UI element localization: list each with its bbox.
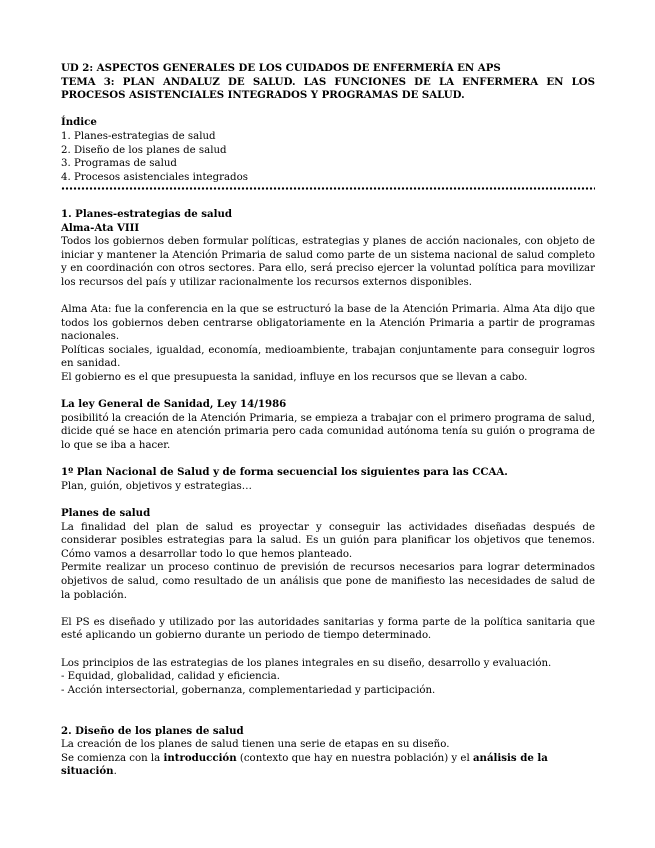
paragraph: posibilitó la creación de la Atención Primaria, se empieza a trabajar con el primero programa de salud, dicide qué se hace en atención primaria pero cada comunidad autónoma tenía su guión o programa de lo que se iba a hacer. bbox=[61, 412, 595, 452]
paragraph: La creación de los planes de salud tienen una serie de etapas en su diseño. bbox=[61, 739, 450, 751]
paragraph bbox=[61, 752, 595, 779]
section-title: 2. Diseño de los planes de salud bbox=[61, 724, 244, 737]
text-run: (contexto que hay en nuestra población) y el bbox=[236, 752, 473, 764]
emphasis: análisis de la situación bbox=[61, 751, 548, 778]
list-item: - Equidad, globalidad, calidad y eficiencia. bbox=[61, 671, 280, 683]
text-run: Se comienza con la bbox=[61, 752, 164, 764]
paragraph: Políticas sociales, igualdad, economía, medioambiente, trabajan conjuntamente para conseguir logros en sanidad. bbox=[61, 344, 595, 370]
unit-title: UD 2: ASPECTOS GENERALES DE LOS CUIDADOS DE ENFERMERÍA EN APS bbox=[61, 62, 501, 74]
subheading: La ley General de Sanidad, Ley 14/1986 bbox=[61, 398, 287, 411]
subheading: Alma-Ata VIII bbox=[61, 221, 140, 234]
index-item: 1. Planes-estrategias de salud bbox=[61, 130, 216, 142]
paragraph: La finalidad del plan de salud es proyectar y conseguir las actividades diseñadas después de considerar posibles estrategias para la salud. Es un guión para planificar los objetivos que tenemos. Cómo vamos a desarrollar todo lo que hemos planteado. bbox=[61, 521, 595, 560]
topic-title: TEMA 3: PLAN ANDALUZ DE SALUD. LAS FUNCIONES DE LA ENFERMERA EN LOS PROCESOS ASISTENCIALES INTEGRADOS Y PROGRAMAS DE SALUD. bbox=[61, 75, 595, 102]
dotted-divider bbox=[61, 187, 595, 190]
paragraph: El gobierno es el que presupuesta la sanidad, influye en los recursos que se llevan a cabo. bbox=[61, 372, 528, 384]
paragraph: Permite realizar un proceso continuo de previsión de recursos necesarios para lograr determinados objetivos de salud, como resultado de un análisis que pone de manifiesto las necesidades de salud de la población. bbox=[61, 562, 595, 601]
paragraph: Alma Ata: fue la conferencia en la que se estructuró la base de la Atención Primaria. Alma Ata dijo que todos los gobiernos deben centrarse obligatoriamente en la Atención Primaria a partir de programas nacionales. bbox=[61, 304, 595, 343]
paragraph: Los principios de las estrategias de los planes integrales en su diseño, desarrollo y evaluación. bbox=[61, 657, 552, 669]
index-title: Índice bbox=[61, 116, 97, 129]
text-run: . bbox=[113, 766, 117, 778]
index-item: 4. Procesos asistenciales integrados bbox=[61, 171, 248, 183]
list-item: - Acción intersectorial, gobernanza, complementariedad y participación. bbox=[61, 684, 436, 696]
paragraph: El PS es diseñado y utilizado por las autoridades sanitarias y forma parte de la política sanitaria que esté aplicando un gobierno durante un periodo de tiempo determinado. bbox=[61, 616, 595, 642]
subheading: Planes de salud bbox=[61, 507, 151, 519]
emphasis: introducción bbox=[163, 751, 237, 764]
subheading: 1º Plan Nacional de Salud y de forma secuencial los siguientes para las CCAA. bbox=[61, 466, 508, 479]
section-title: 1. Planes-estrategias de salud bbox=[61, 207, 233, 220]
paragraph: Todos los gobiernos deben formular políticas, estrategias y planes de acción nacionales, con objeto de iniciar y mantener la Atención Primaria de salud como parte de un sistema nacional de salud completo y en coordinación con otros sectores. Para ello, será preciso ejercer la voluntad política para movilizar los recursos del país y utilizar racionalmente los recursos externos disponibles. bbox=[61, 236, 595, 288]
index-item: 2. Diseño de los planes de salud bbox=[61, 144, 227, 156]
index-item: 3. Programas de salud bbox=[61, 158, 177, 170]
paragraph: Plan, guión, objetivos y estrategias… bbox=[61, 480, 252, 492]
document-page bbox=[61, 62, 595, 779]
